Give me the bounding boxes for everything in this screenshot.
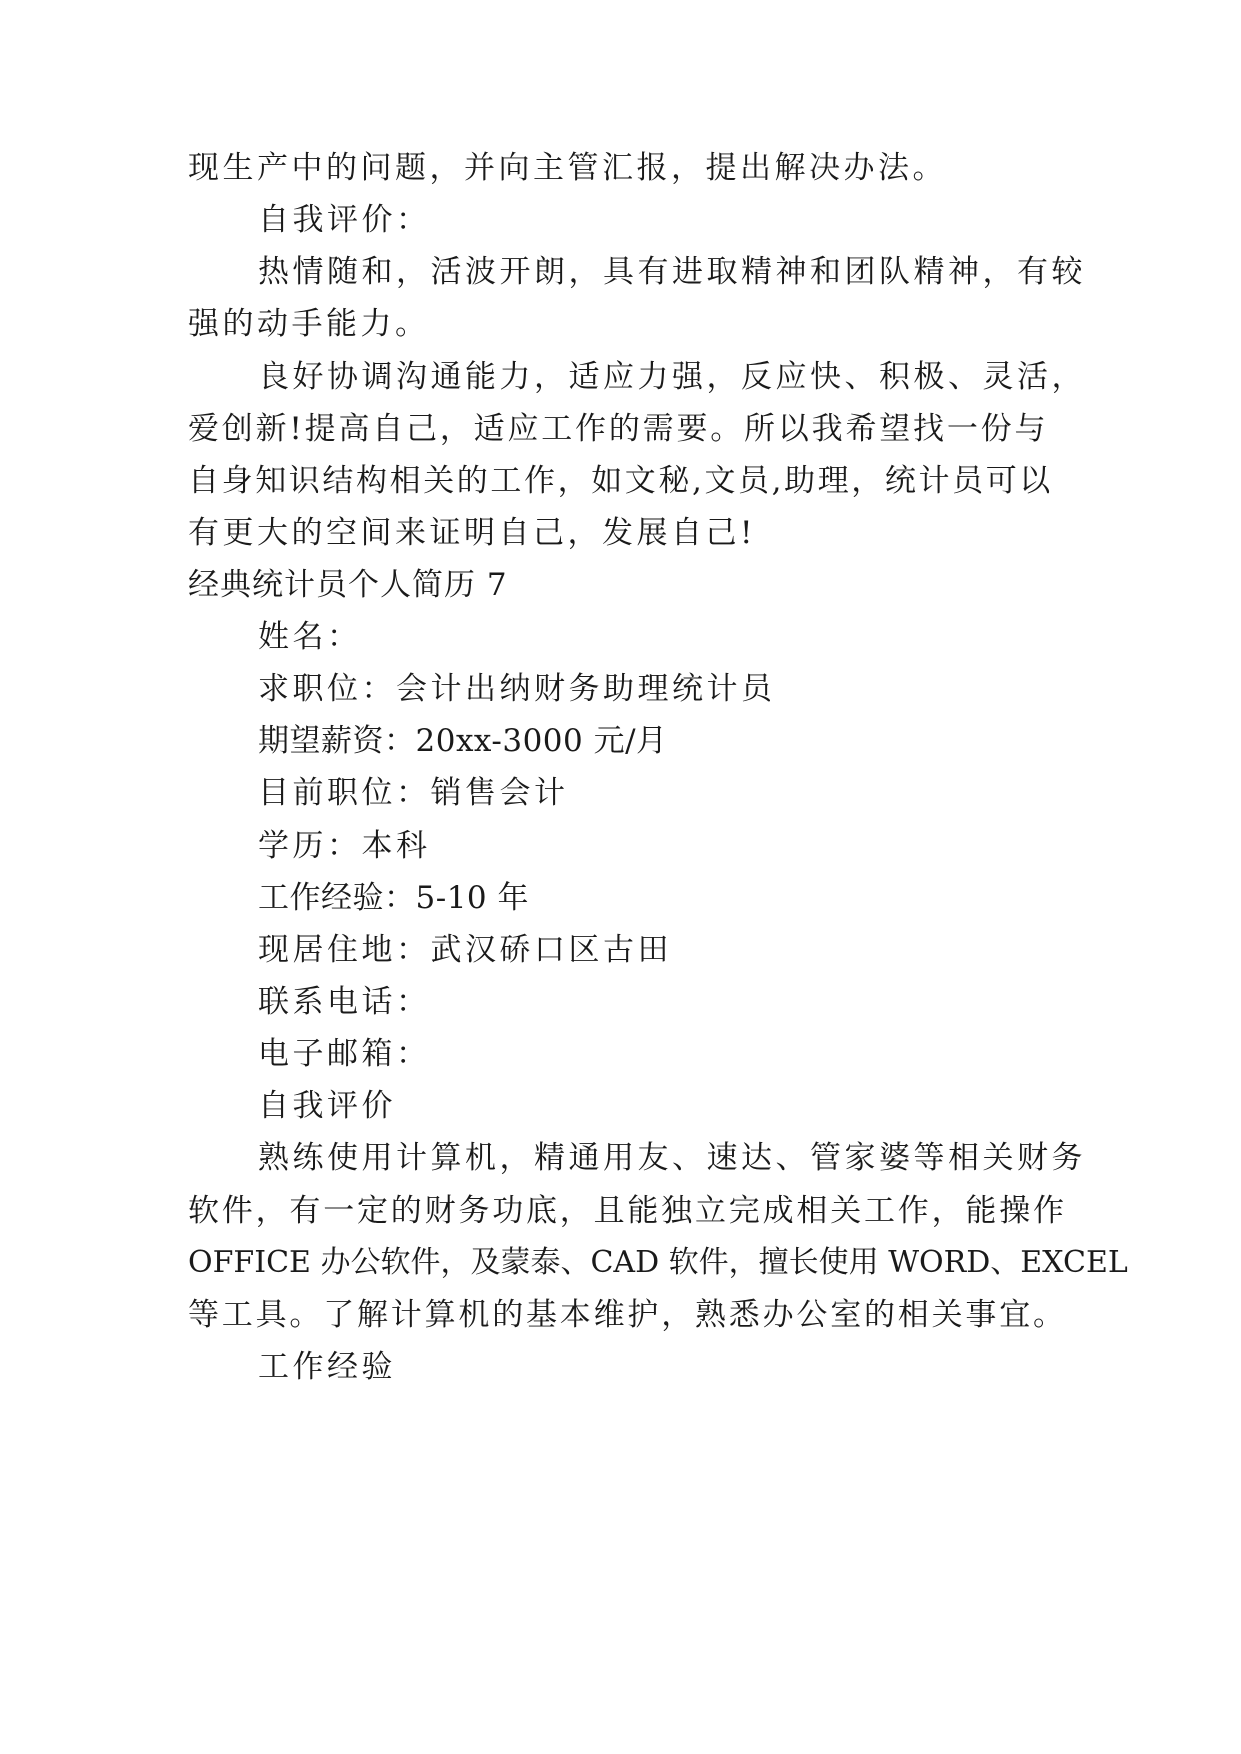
paragraph-line: OFFICE 办公软件，及蒙泰、CAD 软件，擅长使用 WORD、EXCEL: [188, 1245, 1128, 1280]
field-current-position: 目前职位：销售会计: [258, 775, 569, 811]
field-position-sought: 求职位：会计出纳财务助理统计员: [258, 671, 776, 707]
field-phone: 联系电话：: [258, 984, 431, 1020]
paragraph-line: 自身知识结构相关的工作，如文秘,文员,助理，统计员可以: [188, 463, 1053, 499]
paragraph-line: 等工具。了解计算机的基本维护，熟悉办公室的相关事宜。: [188, 1297, 1067, 1333]
paragraph-line: 爱创新!提高自己，适应工作的需要。所以我希望找一份与: [188, 411, 1049, 447]
field-name: 姓名：: [258, 619, 362, 655]
section-heading: 工作经验: [258, 1349, 396, 1385]
field-expected-salary: 期望薪资：20xx-3000 元/月: [258, 723, 668, 759]
field-work-experience: 工作经验：5-10 年: [258, 880, 529, 916]
section-heading: 自我评价：: [258, 202, 431, 238]
field-residence: 现居住地：武汉硚口区古田: [258, 932, 672, 968]
paragraph-line: 有更大的空间来证明自己，发展自己!: [188, 515, 756, 551]
paragraph-line: 现生产中的问题，并向主管汇报，提出解决办法。: [188, 150, 947, 186]
paragraph-line: 软件，有一定的财务功底，且能独立完成相关工作，能操作: [188, 1193, 1067, 1229]
paragraph-line: 热情随和，活波开朗，具有进取精神和团队精神，有较: [258, 254, 1086, 290]
resume-title: 经典统计员个人简历 7: [188, 567, 508, 603]
paragraph-line: 熟练使用计算机，精通用友、速达、管家婆等相关财务: [258, 1140, 1086, 1176]
section-heading: 自我评价: [258, 1088, 396, 1124]
field-education: 学历：本科: [258, 828, 431, 864]
paragraph-line: 强的动手能力。: [188, 306, 430, 342]
field-email: 电子邮箱：: [258, 1036, 431, 1072]
paragraph-line: 良好协调沟通能力，适应力强，反应快、积极、灵活，: [258, 359, 1086, 395]
